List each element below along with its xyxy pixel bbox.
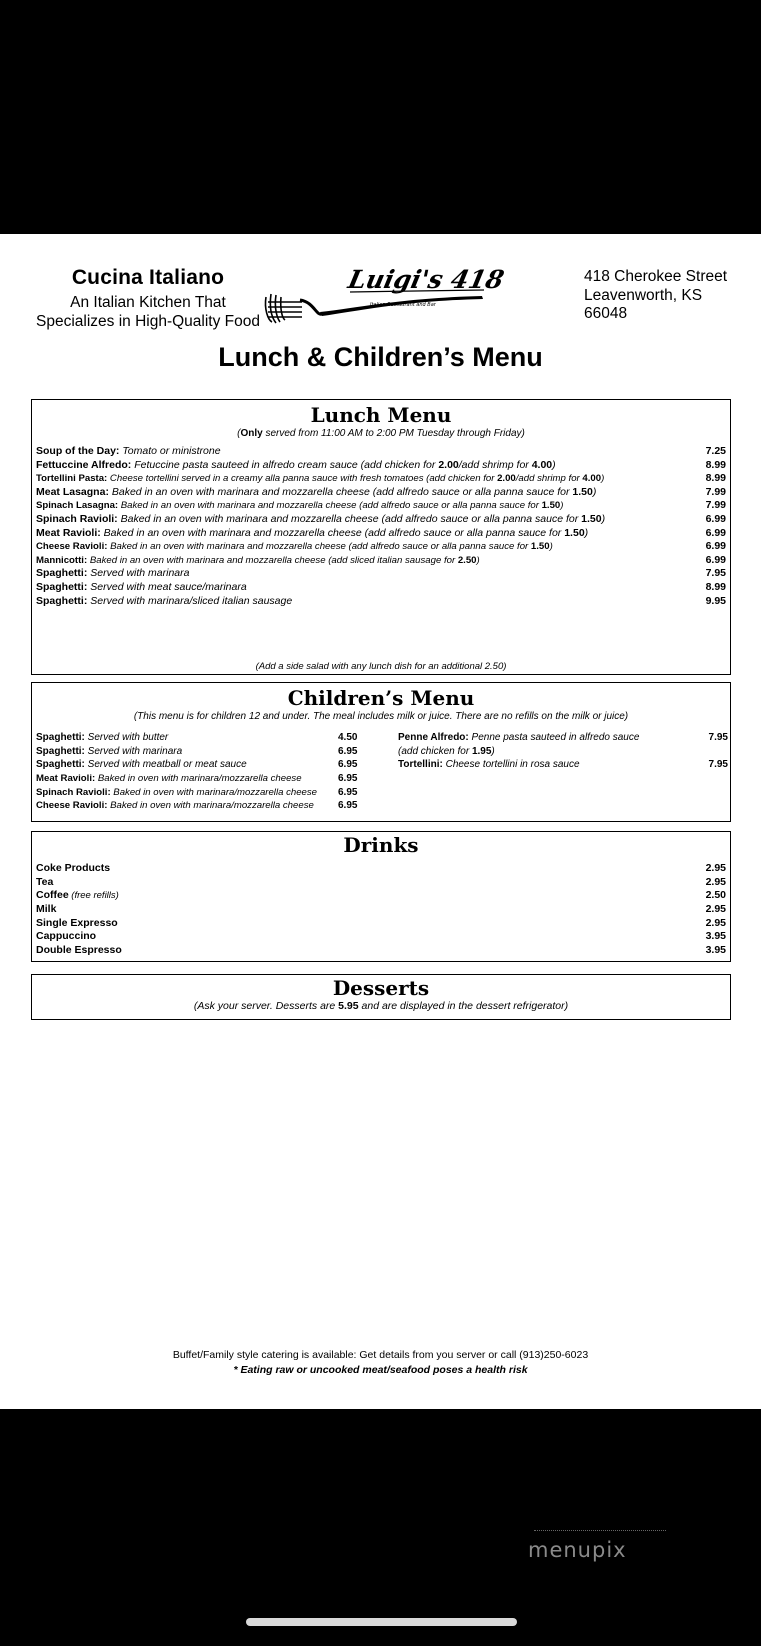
list-item: Coffee (free refills) 2.50	[36, 889, 726, 902]
lunch-menu-title: Lunch Menu	[310, 403, 452, 427]
list-item: Meat Lasagna: Baked in an oven with marinara and mozzarella cheese (add alfredo sauce or alla panna sauce for 1.50) 7.99	[36, 485, 726, 498]
restaurant-tagline-title: Cucina Italiano	[71, 266, 225, 289]
list-item: Spaghetti: Served with meat sauce/marinara 8.99	[36, 580, 726, 593]
list-item: Spinach Ravioli: Baked in an oven with marinara and mozzarella cheese (add alfredo sauce or alla panna sauce for 1.50) 6.99	[36, 512, 726, 525]
childrens-items-right	[398, 731, 728, 772]
list-item: Coke Products 2.95	[36, 862, 726, 874]
health-warning: * Eating raw or uncooked meat/seafood poses a health risk	[233, 1364, 528, 1376]
desserts-text: (Ask your server. Desserts are 5.95 and are displayed in the dessert refrigerator)	[193, 1000, 569, 1012]
logo-tagline: Italian Restaurant and Bar	[370, 302, 436, 308]
list-item: Spinach Lasagna: Baked in an oven with marinara and mozzarella cheese (add alfredo sauce or alla panna sauce for 1.50) 7.99	[36, 499, 726, 512]
drinks-title: Drinks	[343, 833, 419, 857]
list-item: Penne Alfredo: Penne pasta sauteed in alfredo sauce 7.95	[398, 732, 728, 743]
restaurant-tagline-line2: Specializes in High-Quality Food	[36, 313, 260, 330]
list-item: Spinach Ravioli: Baked in oven with marinara/mozzarella cheese 6.95	[36, 786, 358, 798]
childrens-items-left	[36, 731, 366, 813]
childrens-menu-subtitle: (This menu is for children 12 and under. The meal includes milk or juice. There are no refills on the milk or juice)	[133, 711, 629, 722]
list-item: Fettuccine Alfredo: Fetuccine pasta sauteed in alfredo cream sauce (add chicken for 2.00/add shrimp for 4.00) 8.99	[36, 458, 726, 471]
restaurant-address	[584, 268, 754, 324]
list-item: Cheese Ravioli: Baked in an oven with marinara and mozzarella cheese (add alfredo sauce or alla panna sauce for 1.50) 6.99	[36, 540, 726, 553]
list-item: Spaghetti: Served with marinara/sliced italian sausage 9.95	[36, 594, 726, 607]
list-item: Soup of the Day: Tomato or ministrone 7.25	[36, 445, 726, 457]
list-item: Tortellini: Cheese tortellini in rosa sauce 7.95	[398, 759, 728, 771]
address-line: 66048	[584, 305, 628, 322]
drinks-items	[32, 862, 730, 958]
page-title: Lunch & Children’s Menu	[218, 342, 543, 372]
restaurant-tagline-line1: An Italian Kitchen That	[70, 294, 226, 311]
list-item: Milk 2.95	[36, 903, 726, 916]
childrens-menu-title: Children’s Menu	[287, 686, 475, 710]
lunch-items	[32, 445, 730, 608]
list-item: Tea 2.95	[36, 875, 726, 888]
list-item: Mannicotti: Baked in an oven with marinara and mozzarella cheese (add sliced italian sausage for 2.50) 6.99	[36, 553, 726, 566]
childrens-menu-section	[31, 682, 731, 822]
desserts-title: Desserts	[332, 976, 430, 1000]
menupix-watermark: menupix	[528, 1538, 678, 1572]
list-item: Single Expresso 2.95	[36, 916, 726, 929]
list-item: Tortellini Pasta: Cheese tortellini served in a creamy alla panna sauce with fresh tomatoes (add chicken for 2.00/add shrimp for 4.00) 8.99	[36, 472, 726, 485]
list-item: Spaghetti: Served with meatball or meat sauce 6.95	[36, 759, 358, 771]
list-item: (add chicken for 1.95)	[398, 745, 495, 757]
list-item: Spaghetti: Served with marinara 7.95	[36, 567, 726, 580]
menu-page	[0, 234, 761, 1409]
home-indicator-bar[interactable]	[246, 1618, 517, 1626]
lunch-menu-section	[31, 399, 731, 675]
address-line: 418 Cherokee Street	[584, 268, 728, 285]
lunch-note: (Add a side salad with any lunch dish for an additional 2.50)	[255, 661, 507, 672]
list-item: Meat Ravioli: Baked in an oven with marinara and mozzarella cheese (add alfredo sauce or alla panna sauce for 1.50) 6.99	[36, 526, 726, 539]
catering-note: Buffet/Family style catering is available: Get details from you server or call (913)250-6023	[172, 1349, 589, 1361]
list-item: Meat Ravioli: Baked in oven with marinara/mozzarella cheese 6.95	[36, 773, 358, 785]
logo-text: Luigi's 418	[345, 264, 506, 294]
restaurant-logo	[262, 264, 506, 324]
address-line: Leavenworth, KS	[584, 286, 703, 304]
list-item: Double Espresso 3.95	[36, 944, 726, 957]
list-item: Cheese Ravioli: Baked in oven with marinara/mozzarella cheese 6.95	[36, 800, 358, 812]
list-item: Spaghetti: Served with marinara 6.95	[36, 745, 358, 757]
lunch-menu-subtitle: (Only served from 11:00 AM to 2:00 PM Tuesday through Friday)	[237, 428, 525, 439]
list-item: Spaghetti: Served with butter 4.50	[36, 732, 358, 743]
header-left	[28, 266, 268, 331]
drinks-section	[31, 831, 731, 962]
list-item: Cappuccino 3.95	[36, 930, 726, 943]
desserts-section	[31, 974, 731, 1020]
